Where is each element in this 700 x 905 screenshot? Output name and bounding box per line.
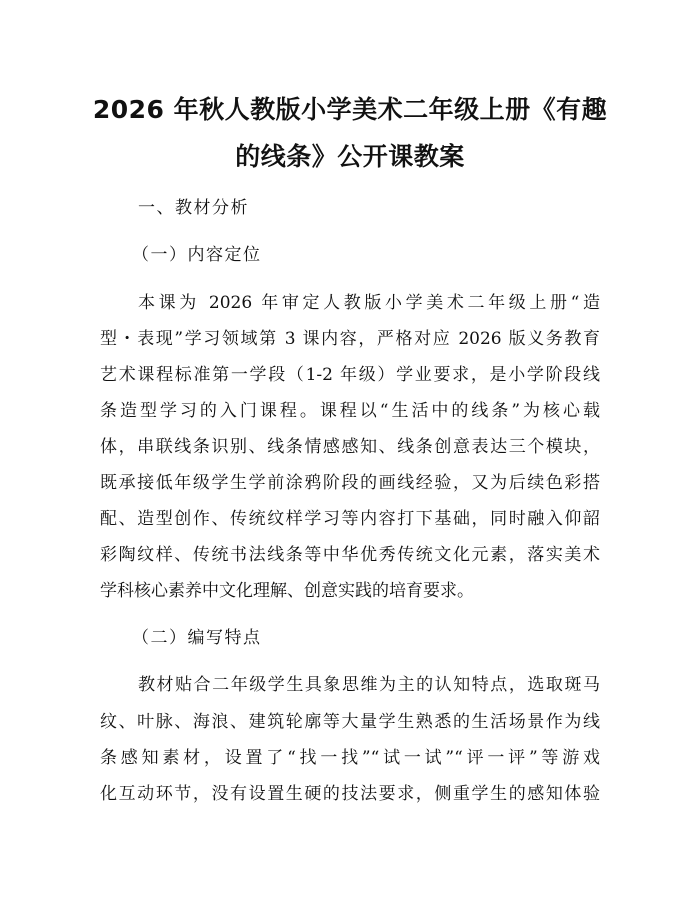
document-title-line-2: 的线条》公开课教案: [235, 142, 465, 171]
paragraph-2-line: 化互动环节，没有设置生硬的技法要求，侧重学生的感知体验: [100, 784, 600, 804]
paragraph-2-line: 教材贴合二年级学生具象思维为主的认知特点，选取斑马: [138, 675, 600, 695]
paragraph-1-line: 艺术课程标准第一学段（1-2 年级）学业要求，是小学阶段线: [100, 365, 600, 385]
paragraph-1-line: 型・表现”学习领域第 3 课内容，严格对应 2026 版义务教育: [100, 329, 600, 349]
paragraph-1-line: 本课为 2026 年审定人教版小学美术二年级上册“造: [138, 293, 600, 313]
paragraph-1-line: 体，串联线条识别、线条情感感知、线条创意表达三个模块，: [100, 437, 600, 457]
paragraph-2-line: 纹、叶脉、海浪、建筑轮廓等大量学生熟悉的生活场景作为线: [100, 712, 600, 732]
document-title-line-1: 2026 年秋人教版小学美术二年级上册《有趣: [92, 95, 608, 124]
paragraph-1-line: 条造型学习的入门课程。课程以“生活中的线条”为核心载: [100, 401, 600, 421]
subsection-heading-content-positioning: （一）内容定位: [132, 245, 262, 265]
paragraph-1-line: 学科核心素养中文化理解、创意实践的培育要求。: [100, 581, 474, 601]
subsection-heading-writing-features: （二）编写特点: [132, 628, 262, 648]
paragraph-1-line: 彩陶纹样、传统书法线条等中华优秀传统文化元素，落实美术: [100, 545, 600, 565]
section-heading-teaching-material-analysis: 一、教材分析: [138, 198, 249, 218]
paragraph-2-line: 条感知素材，设置了“找一找”“试一试”“评一评”等游戏: [100, 748, 600, 768]
paragraph-1-line: 配、造型创作、传统纹样学习等内容打下基础，同时融入仰韶: [100, 509, 600, 529]
paragraph-1-line: 既承接低年级学生学前涂鸦阶段的画线经验，又为后续色彩搭: [100, 473, 600, 493]
